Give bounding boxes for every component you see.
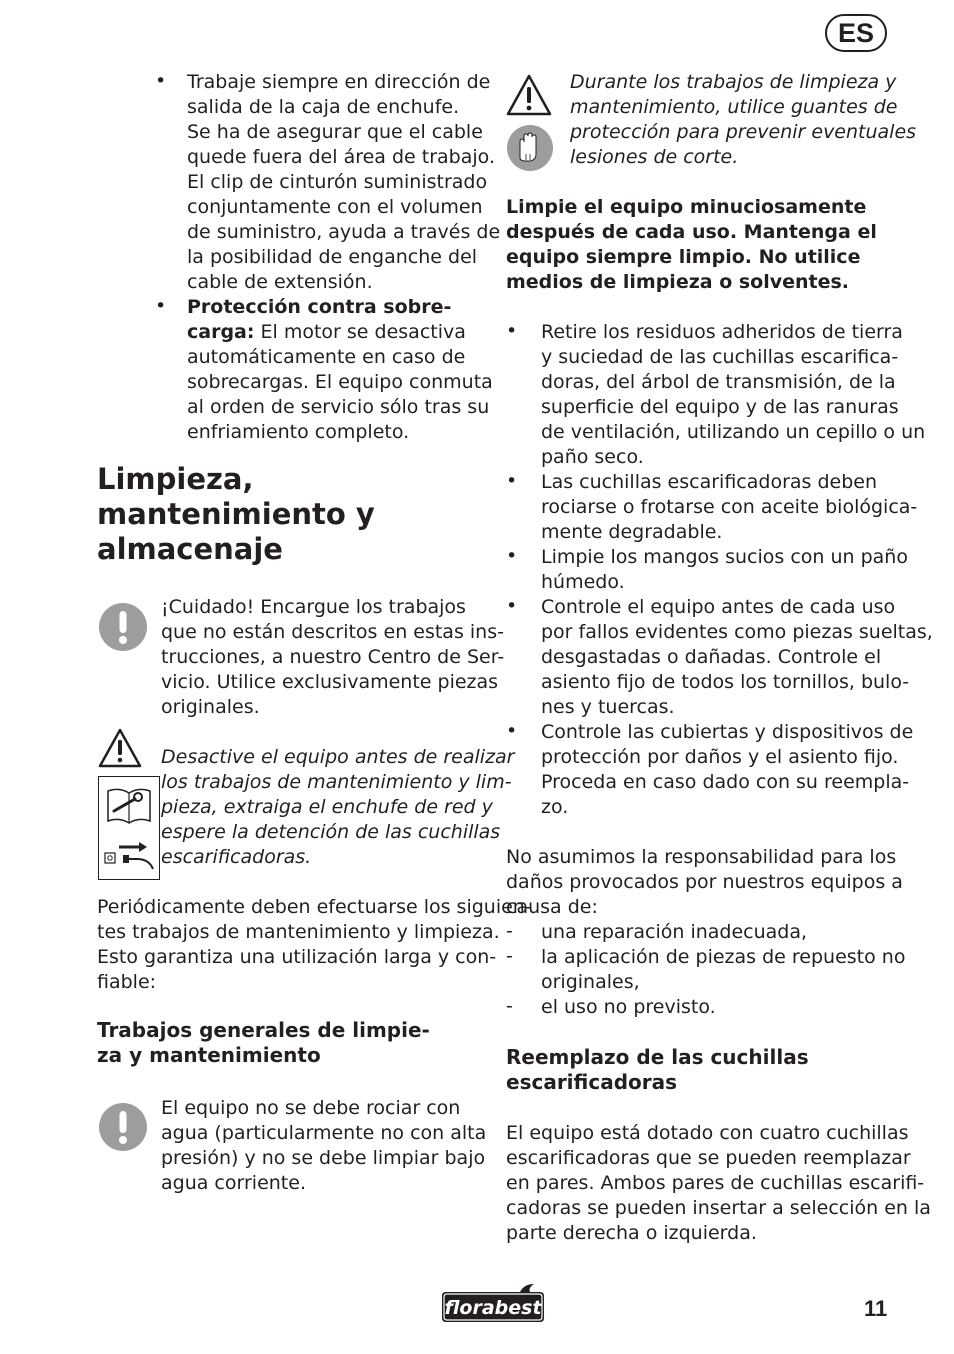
list-item <box>506 920 892 945</box>
text-line: Periódicamente deben efectuarse los siguien- <box>97 896 532 918</box>
instruction-icons-box <box>98 776 160 880</box>
text-line: No asumimos la responsabilidad para los <box>506 846 897 868</box>
text-line: Limpie el equipo minuciosamente <box>506 196 867 218</box>
text-line: agua corriente. <box>161 1172 306 1194</box>
text-line: El clip de cinturón suministrado <box>187 171 488 193</box>
heading-line: mantenimiento y <box>97 497 375 531</box>
overload-title: carga: <box>187 321 255 343</box>
list-item <box>506 545 906 595</box>
text-line: quede fuera del área de trabajo. <box>187 146 495 168</box>
text-line: la aplicación de piezas de repuesto no <box>541 946 906 968</box>
bullet-dot: • <box>506 470 518 492</box>
text-line: doras, del árbol de transmisión, de la <box>541 371 896 393</box>
text-line: originales, <box>541 971 640 993</box>
text-line: cadoras se pueden insertar a selección en la <box>506 1197 931 1219</box>
warning-triangle-icon <box>98 728 142 768</box>
text-line: Retire los residuos adheridos de tierra <box>541 321 903 343</box>
heading-line: almacenaje <box>97 532 283 566</box>
text-line: Esto garantiza una utilización larga y con- <box>97 946 497 968</box>
list-item <box>155 70 501 295</box>
list-item <box>506 945 906 995</box>
dash-marker: - <box>506 945 513 967</box>
text-line: Controle las cubiertas y dispositivos de <box>541 721 914 743</box>
gloves-icon <box>506 124 554 172</box>
text-line: desgastadas o dañadas. Controle el <box>541 646 882 668</box>
text-line: paño seco. <box>541 446 644 468</box>
language-badge: ES <box>825 14 887 52</box>
text-line: El equipo no se debe rociar con <box>161 1097 461 1119</box>
text-line: causa de: <box>506 896 598 918</box>
subheading-blade-replacement <box>506 1045 892 1095</box>
text-line: los trabajos de mantenimiento y lim- <box>161 771 512 793</box>
warning-triangle-icon <box>506 74 552 116</box>
list-item <box>506 995 892 1020</box>
text-line: fiable: <box>97 971 157 993</box>
text-line: Controle el equipo antes de cada uso <box>541 596 896 618</box>
text-line: que no están descritos en estas ins- <box>161 621 504 643</box>
text-line: Las cuchillas escarificadoras deben <box>541 471 878 493</box>
text-line: conjuntamente con el volumen <box>187 196 483 218</box>
page-number: 11 <box>864 1296 888 1321</box>
manual-wrench-icon <box>105 785 153 827</box>
logo-text: florabest <box>444 1297 542 1319</box>
bullet-dot: • <box>155 295 167 317</box>
text-line: protección por daños y el asiento fijo. <box>541 746 899 768</box>
text-line: daños provocados por nuestros equipos a <box>506 871 903 893</box>
text-line: de suministro, ayuda a través de <box>187 221 501 243</box>
exclamation-circle-icon <box>98 602 148 652</box>
bullet-dot: • <box>506 320 518 342</box>
periodic-paragraph <box>97 895 532 995</box>
text-line: equipo siempre limpio. No utilice <box>506 246 861 268</box>
text-line: automáticamente en caso de <box>187 346 466 368</box>
text-line: sobrecargas. El equipo conmuta <box>187 371 493 393</box>
blade-paragraph <box>506 1121 931 1246</box>
bullet-dot: • <box>506 720 518 742</box>
text-line: cable de extensión. <box>187 271 373 293</box>
text-line: escarificadoras que se pueden reemplazar <box>506 1147 911 1169</box>
list-item <box>506 595 933 720</box>
text-line: de ventilación, utilizando un cepillo o un <box>541 421 926 443</box>
section-heading <box>97 462 482 567</box>
text-line: ¡Cuidado! Encargue los trabajos <box>161 596 466 618</box>
text-line: en pares. Ambos pares de cuchillas escarifi- <box>506 1172 925 1194</box>
dash-marker: - <box>506 920 513 942</box>
text-line: trucciones, a nuestro Centro de Ser- <box>161 646 505 668</box>
text-line: por fallos evidentes como piezas sueltas, <box>541 621 933 643</box>
text-line: lesiones de corte. <box>570 146 739 168</box>
text-line: asiento fijo de todos los tornillos, bulo- <box>541 671 910 693</box>
text-line: originales. <box>161 696 260 718</box>
bullet-dot: • <box>506 595 518 617</box>
maintenance-bullet-list <box>506 320 933 820</box>
unplug-icon <box>103 839 157 873</box>
intro-bullet-list <box>155 70 501 445</box>
list-item <box>506 720 914 820</box>
heading-line: Trabajos generales de limpie- <box>97 1018 430 1042</box>
text-line: mente degradable. <box>541 521 723 543</box>
text-line: El equipo está dotado con cuatro cuchillas <box>506 1122 909 1144</box>
list-item <box>506 470 918 545</box>
text-line: Durante los trabajos de limpieza y <box>570 71 897 93</box>
text-line: la posibilidad de enganche del <box>187 246 478 268</box>
text-line: húmedo. <box>541 571 625 593</box>
text-line: Proceda en caso dado con su reempla- <box>541 771 910 793</box>
text-line: escarificadoras. <box>161 846 312 868</box>
text-line: nes y tuercas. <box>541 696 675 718</box>
text-line: medios de limpieza o solventes. <box>506 271 850 293</box>
heading-line: escarificadoras <box>506 1070 678 1094</box>
text-line: salida de la caja de enchufe. <box>187 96 460 118</box>
text-line: tes trabajos de mantenimiento y limpieza. <box>97 921 500 943</box>
unplug-notice <box>161 745 515 870</box>
heading-line: za y mantenimiento <box>97 1043 321 1067</box>
text-line: espere la detención de las cuchillas <box>161 821 501 843</box>
text-line: enfriamiento completo. <box>187 421 410 443</box>
liability-paragraph <box>506 845 906 1020</box>
text-line: parte derecha o izquierda. <box>506 1222 757 1244</box>
text-line: después de cada uso. Mantenga el <box>506 221 877 243</box>
text-line: Se ha de asegurar que el cable <box>187 121 483 143</box>
subheading-general-maintenance <box>97 1018 482 1068</box>
florabest-logo <box>438 1282 548 1326</box>
text-line: rociarse o frotarse con aceite biológica- <box>541 496 918 518</box>
dash-marker: - <box>506 995 513 1017</box>
text-line: Desactive el equipo antes de realizar <box>161 746 515 768</box>
water-notice <box>161 1096 491 1196</box>
bullet-dot: • <box>506 545 518 567</box>
text-line: Trabaje siempre en dirección de <box>187 71 491 93</box>
text-line: presión) y no se debe limpiar bajo <box>161 1147 486 1169</box>
bullet-dot: • <box>155 70 167 92</box>
text-line: El motor se desactiva <box>254 321 466 343</box>
text-line: agua (particularmente no con alta <box>161 1122 487 1144</box>
text-line: al orden de servicio sólo tras su <box>187 396 490 418</box>
text-line: zo. <box>541 796 569 818</box>
caution-notice <box>161 595 505 720</box>
text-line: el uso no previsto. <box>541 996 716 1018</box>
text-line: protección para prevenir eventuales <box>570 121 917 143</box>
text-line: una reparación inadecuada, <box>541 921 808 943</box>
text-line: Limpie los mangos sucios con un paño <box>541 546 908 568</box>
cleaning-warning <box>506 195 892 295</box>
list-item <box>155 295 495 445</box>
text-line: mantenimiento, utilice guantes de <box>570 96 898 118</box>
text-line: vicio. Utilice exclusivamente piezas <box>161 671 499 693</box>
heading-line: Reemplazo de las cuchillas <box>506 1045 809 1069</box>
heading-line: Limpieza, <box>97 462 254 496</box>
text-line: pieza, extraiga el enchufe de red y <box>161 796 493 818</box>
text-line: y suciedad de las cuchillas escarifica- <box>541 346 899 368</box>
exclamation-circle-icon <box>98 1102 148 1152</box>
gloves-notice <box>570 70 917 170</box>
list-item <box>506 320 926 470</box>
overload-title: Protección contra sobre- <box>187 296 452 318</box>
text-line: superficie del equipo y de las ranuras <box>541 396 899 418</box>
